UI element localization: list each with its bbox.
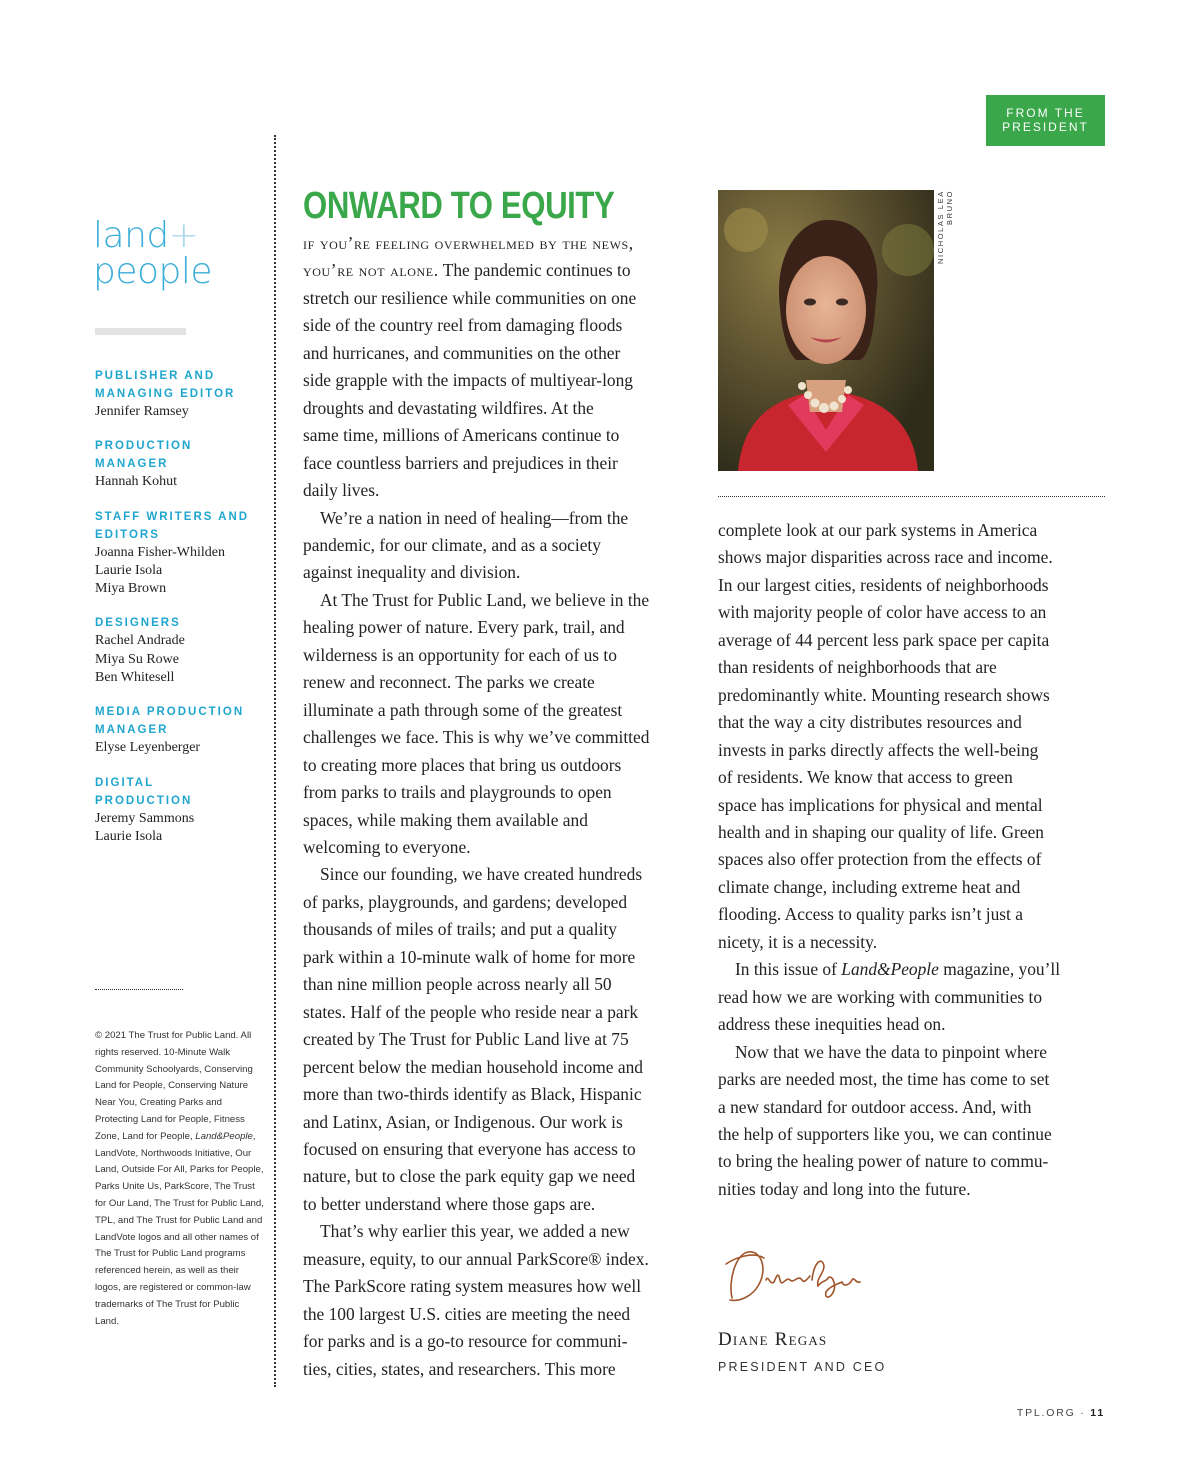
text-line: from parks to trails and playgrounds to open: [303, 782, 612, 803]
masthead-role: EDITORS: [95, 528, 160, 541]
text-line: healing power of nature. Every park, trail, and: [303, 617, 625, 638]
masthead-group: [95, 367, 265, 421]
masthead-name: Ben Whitesell: [95, 670, 175, 686]
logo-word-people: people: [93, 251, 213, 292]
text-line: The ParkScore rating system measures how well: [303, 1276, 642, 1297]
text-line: read how we are working with communities to: [718, 986, 1043, 1007]
masthead-group: [95, 437, 265, 491]
masthead-name: Rachel Andrade: [95, 633, 185, 649]
masthead-role: PUBLISHER AND: [95, 370, 216, 382]
article-column-right: [718, 517, 1113, 1203]
signatory-name: Diane Regas: [718, 1329, 828, 1350]
text-line: [718, 956, 1113, 983]
text-line: Now that we have the data to pinpoint where: [735, 1041, 1047, 1062]
page-number: 11: [1090, 1407, 1105, 1419]
text-line: for parks and is a go-to resource for communi-: [303, 1331, 628, 1352]
masthead: [95, 367, 265, 862]
text-line: side of the country reel from damaging floods: [303, 315, 623, 336]
photo-credit: NICHOLAS LEA BRUNO: [936, 190, 954, 264]
masthead-role: PRODUCTION: [95, 794, 193, 807]
article-column-left: [303, 230, 698, 1383]
masthead-group: [95, 614, 265, 687]
masthead-role: MANAGING EDITOR: [95, 388, 236, 400]
text-line: that the way a city distributes resources and: [718, 712, 1022, 733]
text-line: climate change, including extreme heat and: [718, 876, 1021, 897]
signatory-title: PRESIDENT AND CEO: [718, 1360, 887, 1374]
lead-line-rest: The pandemic continues to: [438, 260, 631, 281]
text-line: measure, equity, to our annual ParkScore® index.: [303, 1248, 649, 1269]
text-line: shows major disparities across race and income.: [718, 547, 1053, 568]
text-line: nicety, it is a necessity.: [718, 931, 878, 952]
masthead-group: [95, 703, 265, 757]
text-line: than nine million people across nearly all 50: [303, 974, 612, 995]
lead-line: if you’re feeling overwhelmed by the news,: [303, 233, 634, 253]
masthead-name: Elyse Leyenberger: [95, 740, 201, 756]
masthead-role: MANAGER: [95, 458, 169, 471]
logo-word-land: land: [93, 215, 169, 256]
masthead-name: Laurie Isola: [95, 562, 163, 578]
text-line: address these inequities head on.: [718, 1014, 946, 1035]
text-line: created by The Trust for Public Land live at 75: [303, 1029, 629, 1050]
text-line: In our largest cities, residents of neighborhoods: [718, 574, 1049, 595]
copyright-italic-title: Land&People: [195, 1130, 253, 1142]
text-line: the help of supporters like you, we can continue: [718, 1123, 1052, 1144]
copyright-text-before: © 2021 The Trust for Public Land. All rights reserved. 10-Minute Walk Community Schoolyards, Conserving Land for People, Conserving Nature Near You, Creating Parks and Protecting Land for People, Fitness Zone, Land for People,: [95, 1030, 253, 1142]
text-line: health and in shaping our quality of life. Green: [718, 821, 1044, 842]
text-line: invests in parks directly affects the well-being: [718, 739, 1039, 760]
text-line: against inequality and division.: [303, 562, 521, 583]
text-line: average of 44 percent less park space per capita: [718, 629, 1050, 650]
text-line: pandemic, for our climate, and as a society: [303, 534, 601, 555]
text-line: and Latinx, Asian, or Indigenous. Our work is: [303, 1111, 623, 1132]
magazine-title: Land&People: [841, 959, 939, 980]
text-line: welcoming to everyone.: [303, 836, 471, 857]
text-line: of residents. We know that access to green: [718, 767, 1013, 788]
text-line: flooding. Access to quality parks isn’t just a: [718, 904, 1023, 925]
masthead-name: Miya Su Rowe: [95, 651, 179, 667]
page-folio: [1017, 1406, 1105, 1420]
text-line: to bring the healing power of nature to commu-: [718, 1151, 1049, 1172]
text-line: face countless barriers and prejudices in their: [303, 452, 618, 473]
masthead-role: MEDIA PRODUCTION: [95, 706, 245, 719]
text-line: nities today and long into the future.: [718, 1178, 971, 1199]
text-line: park within a 10-minute walk of home for more: [303, 946, 636, 967]
text-line: focused on ensuring that everyone has access to: [303, 1138, 636, 1159]
text-line: challenges we face. This is why we’ve committed: [303, 727, 650, 748]
masthead-role: MANAGER: [95, 724, 169, 737]
text-line: a new standard for outdoor access. And, with: [718, 1096, 1032, 1117]
text-line: more than two-thirds identify as Black, Hispanic: [303, 1084, 642, 1105]
text-fragment: magazine, you’ll: [938, 959, 1061, 980]
folio-separator: ·: [1075, 1407, 1091, 1419]
masthead-name: Laurie Isola: [95, 828, 163, 844]
copyright-text-after: , LandVote, Northwoods Initiative, Our Land, Outside For All, Parks for People, Parks Unite Us, ParkScore, The Trust for Our Land, The Trust for Public Land, TPL, and The Trust for Public Land and LandVote logos and all other names of The Trust for Public Land programs referenced herein, as well as their logos, are registered or common-law trademarks of The Trust for Public Land.: [95, 1130, 264, 1327]
masthead-group: [95, 774, 265, 847]
text-line: droughts and devastating wildfires. At the: [303, 397, 594, 418]
text-line: renew and reconnect. The parks we create: [303, 672, 595, 693]
text-line: illuminate a path through some of the greatest: [303, 699, 623, 720]
text-line: predominantly white. Mounting research shows: [718, 684, 1050, 705]
text-line: the 100 largest U.S. cities are meeting the need: [303, 1303, 631, 1324]
text-line: daily lives.: [303, 480, 380, 501]
masthead-group: [95, 508, 265, 599]
lead-line: you’re not alone.: [303, 260, 439, 281]
copyright-notice: [95, 1028, 265, 1330]
text-line: ties, cities, states, and researchers. This more: [303, 1358, 616, 1379]
text-line: spaces, while making them available and: [303, 809, 588, 830]
masthead-name: Jeremy Sammons: [95, 810, 195, 826]
masthead-name: Joanna Fisher-Whilden: [95, 544, 225, 560]
masthead-name: Miya Brown: [95, 581, 167, 597]
text-line: thousands of miles of trails; and put a quality: [303, 919, 617, 940]
masthead-dotted-divider: [95, 989, 183, 990]
folio-site: TPL.ORG: [1016, 1407, 1076, 1419]
text-line: than residents of neighborhoods that are: [718, 657, 997, 678]
text-line: complete look at our park systems in America: [718, 520, 1038, 540]
masthead-role: STAFF WRITERS AND: [95, 510, 250, 523]
text-line: parks are needed most, the time has come to set: [718, 1069, 1050, 1090]
text-line: That’s why earlier this year, we added a new: [320, 1221, 630, 1242]
logo-underline-bar: [95, 328, 186, 335]
badge-line-1: FROM THE: [1006, 106, 1085, 120]
text-line: percent below the median household income and: [303, 1056, 643, 1077]
text-line: of parks, playgrounds, and gardens; developed: [303, 891, 628, 912]
section-badge: [986, 95, 1105, 146]
text-line: states. Half of the people who reside near a park: [303, 1001, 639, 1022]
photo-dotted-divider: [718, 496, 1105, 497]
vertical-dotted-divider: [274, 135, 276, 1387]
portrait-illustration: [718, 190, 934, 471]
text-line: to better understand where those gaps are.: [303, 1193, 596, 1214]
text-line: space has implications for physical and mental: [718, 794, 1043, 815]
text-line: to creating more places that bring us outdoors: [303, 754, 622, 775]
text-line: same time, millions of Americans continue to: [303, 425, 620, 446]
text-line: spaces also offer protection from the effects of: [718, 849, 1042, 870]
signature-image: [718, 1240, 868, 1314]
text-line: Since our founding, we have created hundreds: [320, 864, 643, 885]
text-line: We’re a nation in need of healing—from the: [320, 507, 629, 528]
masthead-name: Jennifer Ramsey: [95, 404, 189, 419]
article-headline: ONWARD TO EQUITY: [303, 185, 615, 227]
badge-line-2: PRESIDENT: [1002, 120, 1089, 134]
masthead-name: Hannah Kohut: [95, 474, 178, 490]
text-fragment: In this issue of: [735, 959, 842, 980]
text-line: and hurricanes, and communities on the other: [303, 342, 621, 363]
masthead-role: DESIGNERS: [95, 617, 181, 630]
text-line: with majority people of color have access to an: [718, 602, 1047, 623]
text-line: nature, but to close the park equity gap we need: [303, 1166, 636, 1187]
text-line: wilderness is an opportunity for each of us to: [303, 644, 617, 665]
logo-plus: +: [168, 215, 199, 256]
text-line: stretch our resilience while communities on one: [303, 287, 637, 308]
land-people-logo: [93, 215, 213, 292]
president-portrait: [718, 190, 934, 471]
masthead-role: PRODUCTION: [95, 440, 193, 453]
text-line: side grapple with the impacts of multiyear-long: [303, 370, 633, 391]
text-line: At The Trust for Public Land, we believe in the: [320, 589, 650, 610]
masthead-role: DIGITAL: [95, 776, 155, 789]
